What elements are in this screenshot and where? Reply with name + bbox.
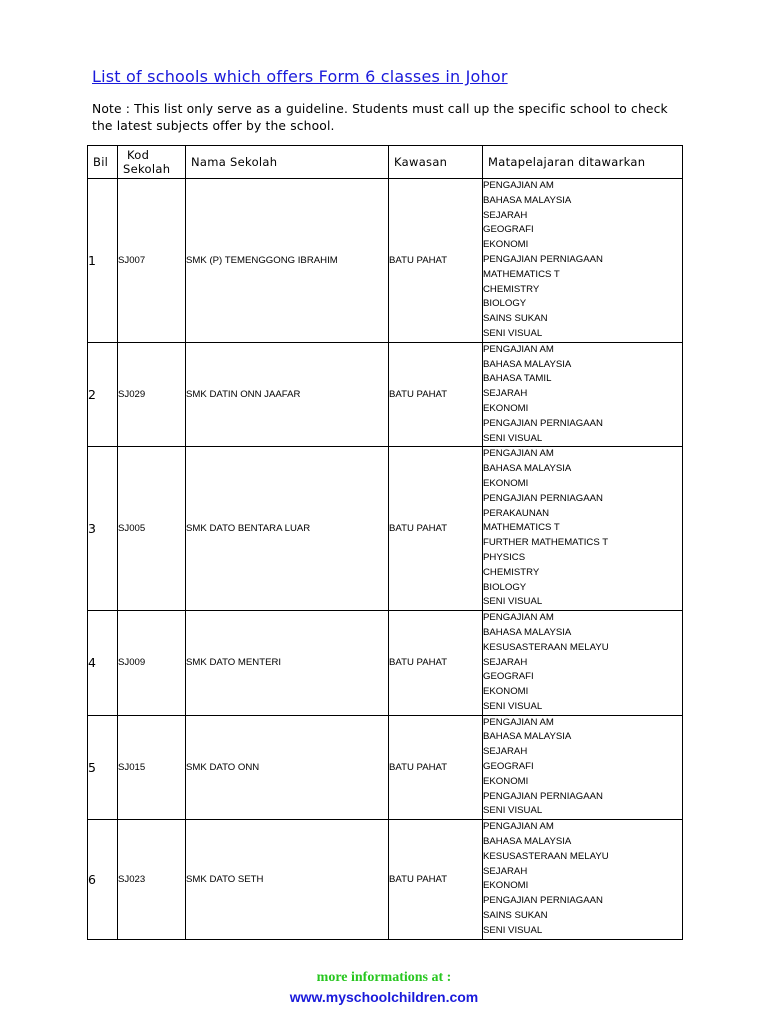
row-subjects bbox=[483, 820, 683, 939]
row-subjects bbox=[483, 179, 683, 343]
subject-item: PENGAJIAN AM bbox=[483, 716, 554, 728]
subject-item: CHEMISTRY bbox=[483, 283, 540, 295]
header-bil: Bil bbox=[88, 146, 118, 179]
subject-item: BAHASA TAMIL bbox=[483, 373, 552, 385]
header-kod-line2: Sekolah bbox=[123, 162, 171, 176]
row-kawasan: BATU PAHAT bbox=[389, 179, 483, 343]
subject-item: BIOLOGY bbox=[483, 298, 527, 310]
subject-item: BAHASA MALAYSIA bbox=[483, 194, 572, 206]
row-subjects bbox=[483, 611, 683, 716]
subject-item: PENGAJIAN AM bbox=[483, 612, 554, 624]
row-kod-sekolah: SJ005 bbox=[118, 447, 186, 611]
subject-item: PENGAJIAN AM bbox=[483, 180, 554, 191]
subject-item: MATHEMATICS T bbox=[483, 268, 560, 280]
website-link[interactable]: www.myschoolchildren.com bbox=[289, 989, 479, 1005]
subject-item: FURTHER MATHEMATICS T bbox=[483, 537, 609, 549]
subject-item: PENGAJIAN PERNIAGAAN bbox=[483, 895, 603, 907]
subject-item: PENGAJIAN AM bbox=[483, 448, 554, 460]
row-kod-sekolah: SJ015 bbox=[118, 715, 186, 820]
row-nama-sekolah: SMK DATO BENTARA LUAR bbox=[186, 447, 389, 611]
subject-item: GEOGRAFI bbox=[483, 761, 534, 773]
header-kawasan: Kawasan bbox=[389, 146, 483, 179]
row-kawasan: BATU PAHAT bbox=[389, 715, 483, 820]
subject-item: EKONOMI bbox=[483, 880, 529, 892]
subject-item: SENI VISUAL bbox=[483, 432, 543, 444]
subject-item: PERAKAUNAN bbox=[483, 507, 550, 519]
subject-item: PENGAJIAN AM bbox=[483, 343, 554, 355]
subject-item: SAINS SUKAN bbox=[483, 313, 548, 325]
row-kawasan: BATU PAHAT bbox=[389, 447, 483, 611]
row-bil: 3 bbox=[88, 447, 118, 611]
row-bil: 4 bbox=[88, 611, 118, 716]
header-matapelajaran: Matapelajaran ditawarkan bbox=[483, 146, 683, 179]
row-nama-sekolah: SMK DATIN ONN JAAFAR bbox=[186, 342, 389, 447]
subject-item: SEJARAH bbox=[483, 865, 528, 877]
row-bil: 6 bbox=[88, 820, 118, 939]
subject-item: PHYSICS bbox=[483, 551, 526, 563]
row-bil: 2 bbox=[88, 342, 118, 447]
subject-item: SEJARAH bbox=[483, 388, 528, 400]
row-subjects bbox=[483, 342, 683, 447]
subject-item: EKONOMI bbox=[483, 775, 529, 787]
row-kod-sekolah: SJ009 bbox=[118, 611, 186, 716]
row-kawasan: BATU PAHAT bbox=[389, 342, 483, 447]
guideline-note: Note : This list only serve as a guideline. Students must call up the specific school to check the latest subjects offer by the school. bbox=[92, 102, 668, 133]
row-kod-sekolah: SJ029 bbox=[118, 342, 186, 447]
row-subjects bbox=[483, 447, 683, 611]
table-row bbox=[88, 820, 683, 939]
table-row bbox=[88, 611, 683, 716]
subject-item: GEOGRAFI bbox=[483, 224, 534, 236]
subject-item: SENI VISUAL bbox=[483, 700, 543, 712]
subject-item: SENI VISUAL bbox=[483, 805, 543, 817]
page-title: List of schools which offers Form 6 classes in Johor bbox=[92, 67, 508, 86]
row-kawasan: BATU PAHAT bbox=[389, 611, 483, 716]
subject-item: SEJARAH bbox=[483, 209, 528, 221]
header-kod-line1: Kod bbox=[127, 148, 150, 162]
row-kod-sekolah: SJ023 bbox=[118, 820, 186, 939]
subject-item: SEJARAH bbox=[483, 656, 528, 668]
subject-item: PENGAJIAN PERNIAGAAN bbox=[483, 253, 603, 265]
table-row bbox=[88, 342, 683, 447]
table-header-row bbox=[88, 146, 683, 179]
table-row bbox=[88, 447, 683, 611]
row-kod-sekolah: SJ007 bbox=[118, 179, 186, 343]
subject-item: PENGAJIAN PERNIAGAAN bbox=[483, 417, 603, 429]
subject-item: PENGAJIAN AM bbox=[483, 821, 554, 833]
more-info-label: more informations at : bbox=[316, 970, 452, 985]
header-kod-sekolah bbox=[118, 146, 186, 179]
subject-item: GEOGRAFI bbox=[483, 671, 534, 683]
subject-item: SENI VISUAL bbox=[483, 924, 543, 936]
subject-item: SENI VISUAL bbox=[483, 327, 543, 339]
subject-item: BIOLOGY bbox=[483, 581, 527, 593]
subject-item: EKONOMI bbox=[483, 477, 529, 489]
row-nama-sekolah: SMK (P) TEMENGGONG IBRAHIM bbox=[186, 179, 389, 343]
row-bil: 1 bbox=[88, 179, 118, 343]
subject-item: BAHASA MALAYSIA bbox=[483, 731, 572, 743]
table-body bbox=[88, 179, 683, 940]
subject-item: SEJARAH bbox=[483, 746, 528, 758]
subject-item: MATHEMATICS T bbox=[483, 522, 560, 534]
subject-item: PENGAJIAN PERNIAGAAN bbox=[483, 492, 603, 504]
row-nama-sekolah: SMK DATO MENTERI bbox=[186, 611, 389, 716]
subject-item: BAHASA MALAYSIA bbox=[483, 836, 572, 848]
subject-item: EKONOMI bbox=[483, 239, 529, 251]
subject-item: SENI VISUAL bbox=[483, 596, 543, 608]
schools-table bbox=[87, 145, 683, 940]
subject-item: SAINS SUKAN bbox=[483, 910, 548, 922]
row-bil: 5 bbox=[88, 715, 118, 820]
subject-item: BAHASA MALAYSIA bbox=[483, 358, 572, 370]
subject-item: PENGAJIAN PERNIAGAAN bbox=[483, 790, 603, 802]
header-nama-sekolah: Nama Sekolah bbox=[186, 146, 389, 179]
row-subjects bbox=[483, 715, 683, 820]
subject-item: CHEMISTRY bbox=[483, 566, 540, 578]
table-row bbox=[88, 179, 683, 343]
subject-item: EKONOMI bbox=[483, 402, 529, 414]
subject-item: EKONOMI bbox=[483, 686, 529, 698]
subject-item: BAHASA MALAYSIA bbox=[483, 626, 572, 638]
row-kawasan: BATU PAHAT bbox=[389, 820, 483, 939]
subject-item: BAHASA MALAYSIA bbox=[483, 463, 572, 475]
subject-item: KESUSASTERAAN MELAYU bbox=[483, 850, 609, 862]
row-nama-sekolah: SMK DATO ONN bbox=[186, 715, 389, 820]
row-nama-sekolah: SMK DATO SETH bbox=[186, 820, 389, 939]
subject-item: KESUSASTERAAN MELAYU bbox=[483, 641, 609, 653]
table-row bbox=[88, 715, 683, 820]
